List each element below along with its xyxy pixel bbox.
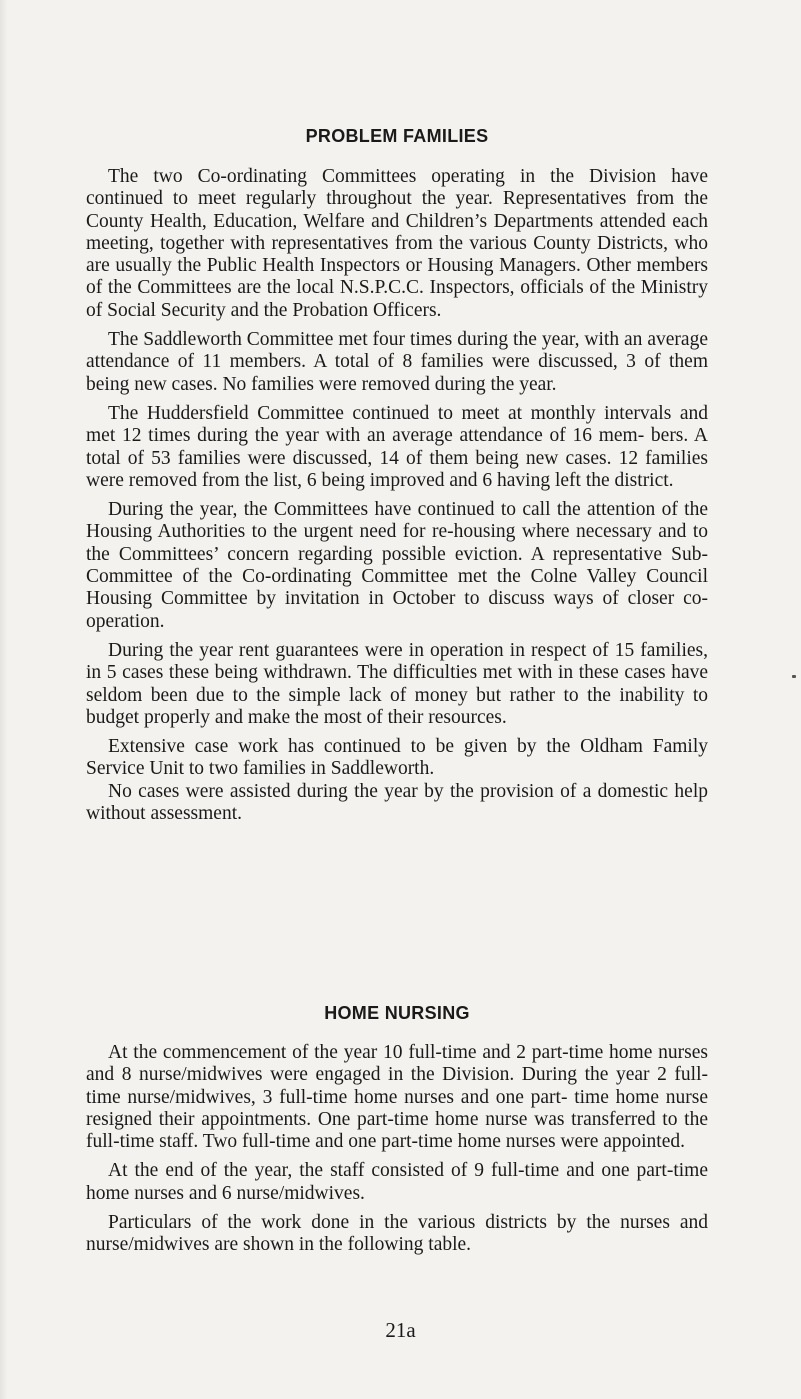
paragraph: No cases were assisted during the year by the provision of a domestic help without assessment. [86, 780, 708, 825]
paragraph: During the year rent guarantees were in operation in respect of 15 families, in 5 cases these being withdrawn. The difficulties met with in these cases have seldom been due to the simple lack of money but rather to the inability to budget properly and make the most of their resources. [86, 639, 708, 728]
paragraph: The Huddersfield Committee continued to meet at monthly intervals and met 12 times during the year with an average attendance of 16 mem- bers. A total of 53 families were discussed, 14 of them being new cases. 12 families were removed from the list, 6 being improved and 6 having left the district. [86, 402, 708, 491]
paragraph: Extensive case work has continued to be given by the Oldham Family Service Unit to two families in Saddleworth. [86, 736, 708, 780]
paragraph: The Saddleworth Committee met four times during the year, with an average attendance of 11 members. A total of 8 families were discussed, 3 of them being new cases. No families were removed during the year. [86, 329, 708, 395]
paragraph: The two Co-ordinating Committees operating in the Division have continued to meet regularly throughout the year. Representatives from the County Health, Education, Welfare and Children’s Departments attended each meeting, together with representatives from the various County Districts, who are usually the Public Health Inspectors or Housing Managers. Other members of the Committees are the local N.S.P.C.C. Inspectors, officials of the Ministry of Social Security and the Probation Officers. [86, 166, 708, 321]
paragraph: At the end of the year, the staff consisted of 9 full-time and one part-time home nurses and 6 nurse/midwives. [86, 1160, 708, 1204]
page-number: 21a [385, 1318, 416, 1342]
section-heading-problem-families: PROBLEM FAMILIES [305, 126, 489, 146]
section-body-home-nursing [86, 1042, 708, 1264]
paragraph: During the year, the Committees have continued to call the attention of the Housing Authorities to the urgent need for re-housing where necessary and to the Committees’ concern regarding possible eviction. A representative Sub-Committee of the Co-ordinating Committee met the Colne Valley Council Housing Committee by invitation in October to discuss ways of closer co-operation. [86, 499, 708, 632]
margin-mark [792, 675, 796, 678]
binding-shadow [0, 0, 8, 1399]
paragraph: Particulars of the work done in the various districts by the nurses and nurse/midwives are shown in the following table. [86, 1212, 708, 1256]
paragraph: At the commencement of the year 10 full-time and 2 part-time home nurses and 8 nurse/midwives were engaged in the Division. During the year 2 full-time nurse/midwives, 3 full-time home nurses and one part- time home nurse resigned their appointments. One part-time home nurse was transferred to the full-time staff. Two full-time and one part-time home nurses were appointed. [86, 1042, 708, 1153]
section-body-problem-families [86, 166, 708, 832]
section-heading-home-nursing: HOME NURSING [324, 1003, 470, 1023]
